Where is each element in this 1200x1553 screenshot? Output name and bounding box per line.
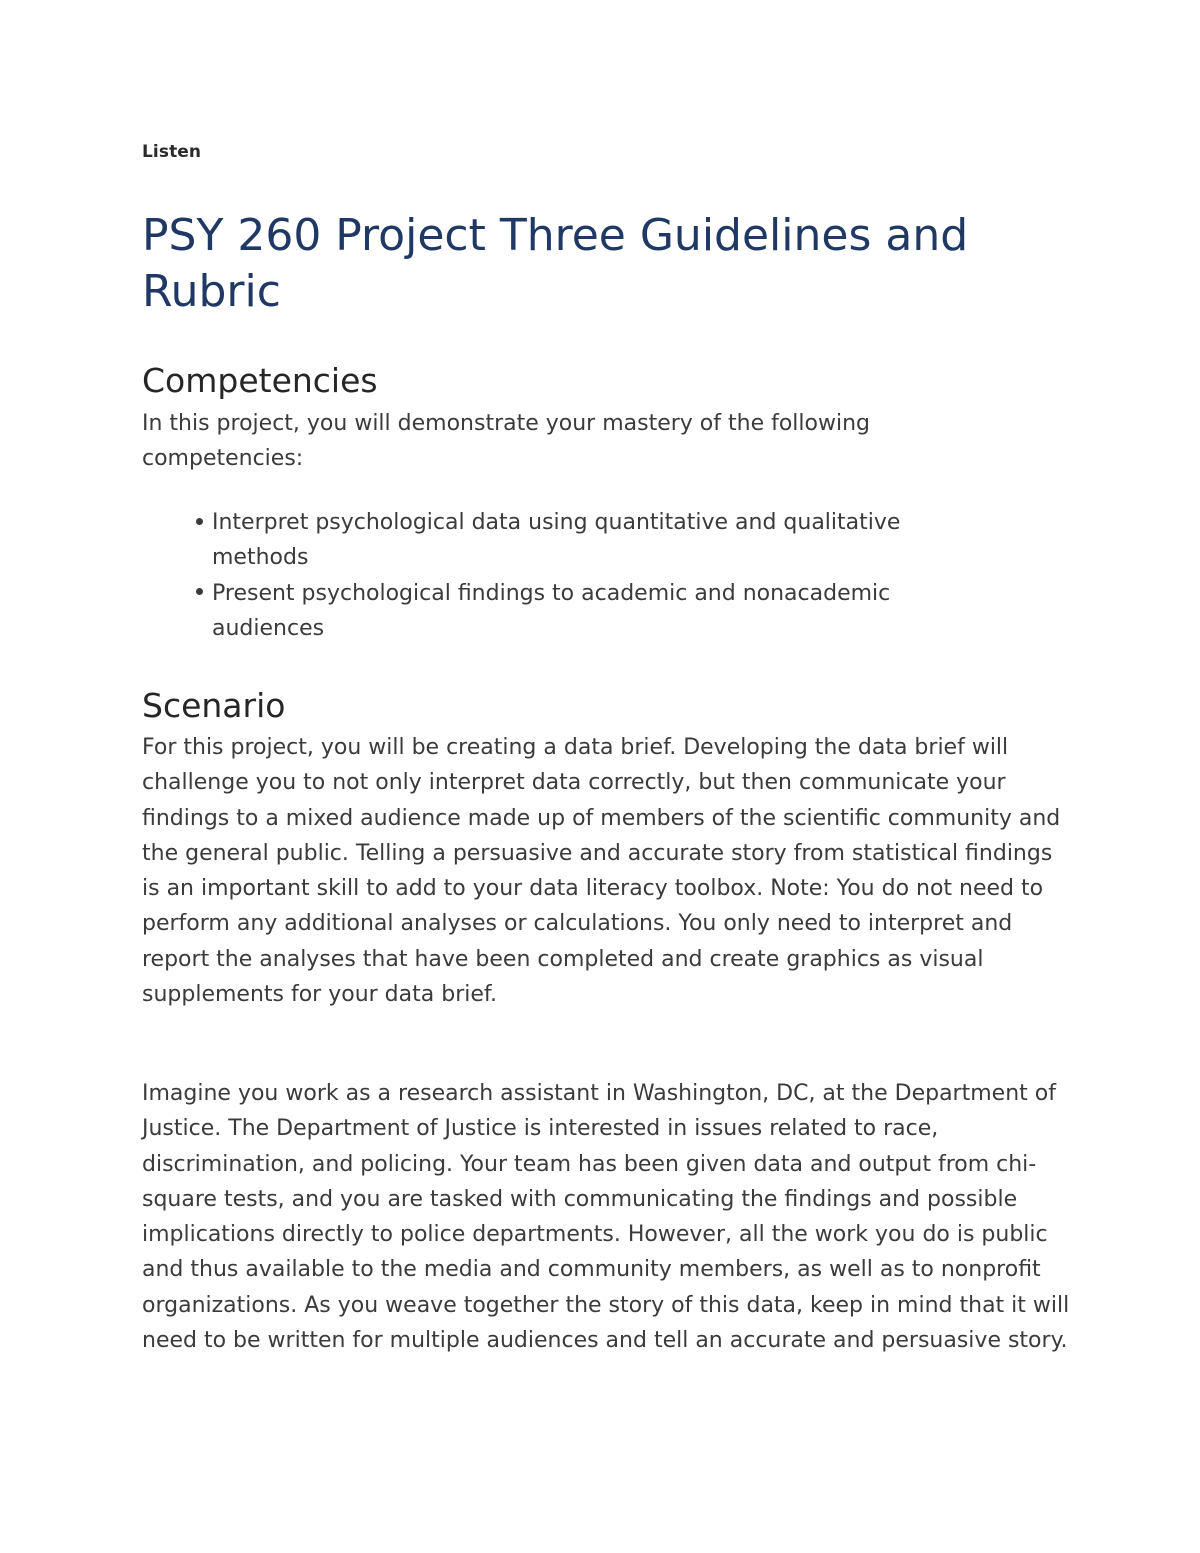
scenario-paragraph-1: For this project, you will be creating a data brief. Developing the data brief will challenge you to not only interpret data correctly, but then communicate your findings to a mixed audience made up of members of the scientific community and the general public. Telling a persuasive and accurate story from statistical findings is an important skill to add to your data literacy toolbox. Note: You do not need to perform any additional analyses or calculations. You only need to interpret and report the analyses that have been completed and create graphics as visual supplements for your data brief. xyxy=(142,735,1061,1008)
list-item-text: Present psychological findings to academic and nonacademic audiences xyxy=(212,580,891,641)
bullet-icon xyxy=(196,588,203,595)
listen-link[interactable]: Listen xyxy=(142,142,202,162)
scenario-paragraph-2: Imagine you work as a research assistant in Washington, DC, at the Department of Justice. The Department of Justice is interested in issues related to race, discrimination, and policing. Your team has been given data and output from chi-square tests, and you are tasked with communicating the findings and possible implications directly to police departments. However, all the work you do is public and thus available to the media and community members, as well as to nonprofit organizations. As you weave together the story of this data, keep in mind that it will need to be written for multiple audiences and tell an accurate and persuasive story. xyxy=(142,1081,1070,1354)
list-item xyxy=(142,505,972,576)
scenario-heading: Scenario xyxy=(142,686,286,725)
list-item-text: Interpret psychological data using quantitative and qualitative methods xyxy=(212,510,901,571)
page-title: PSY 260 Project Three Guidelines and Rubric xyxy=(142,210,969,317)
competencies-list xyxy=(142,505,972,646)
competencies-intro: In this project, you will demonstrate your mastery of the following competencies: xyxy=(142,411,870,472)
list-item xyxy=(142,576,972,647)
competencies-heading: Competencies xyxy=(142,361,378,400)
bullet-icon xyxy=(196,518,203,525)
